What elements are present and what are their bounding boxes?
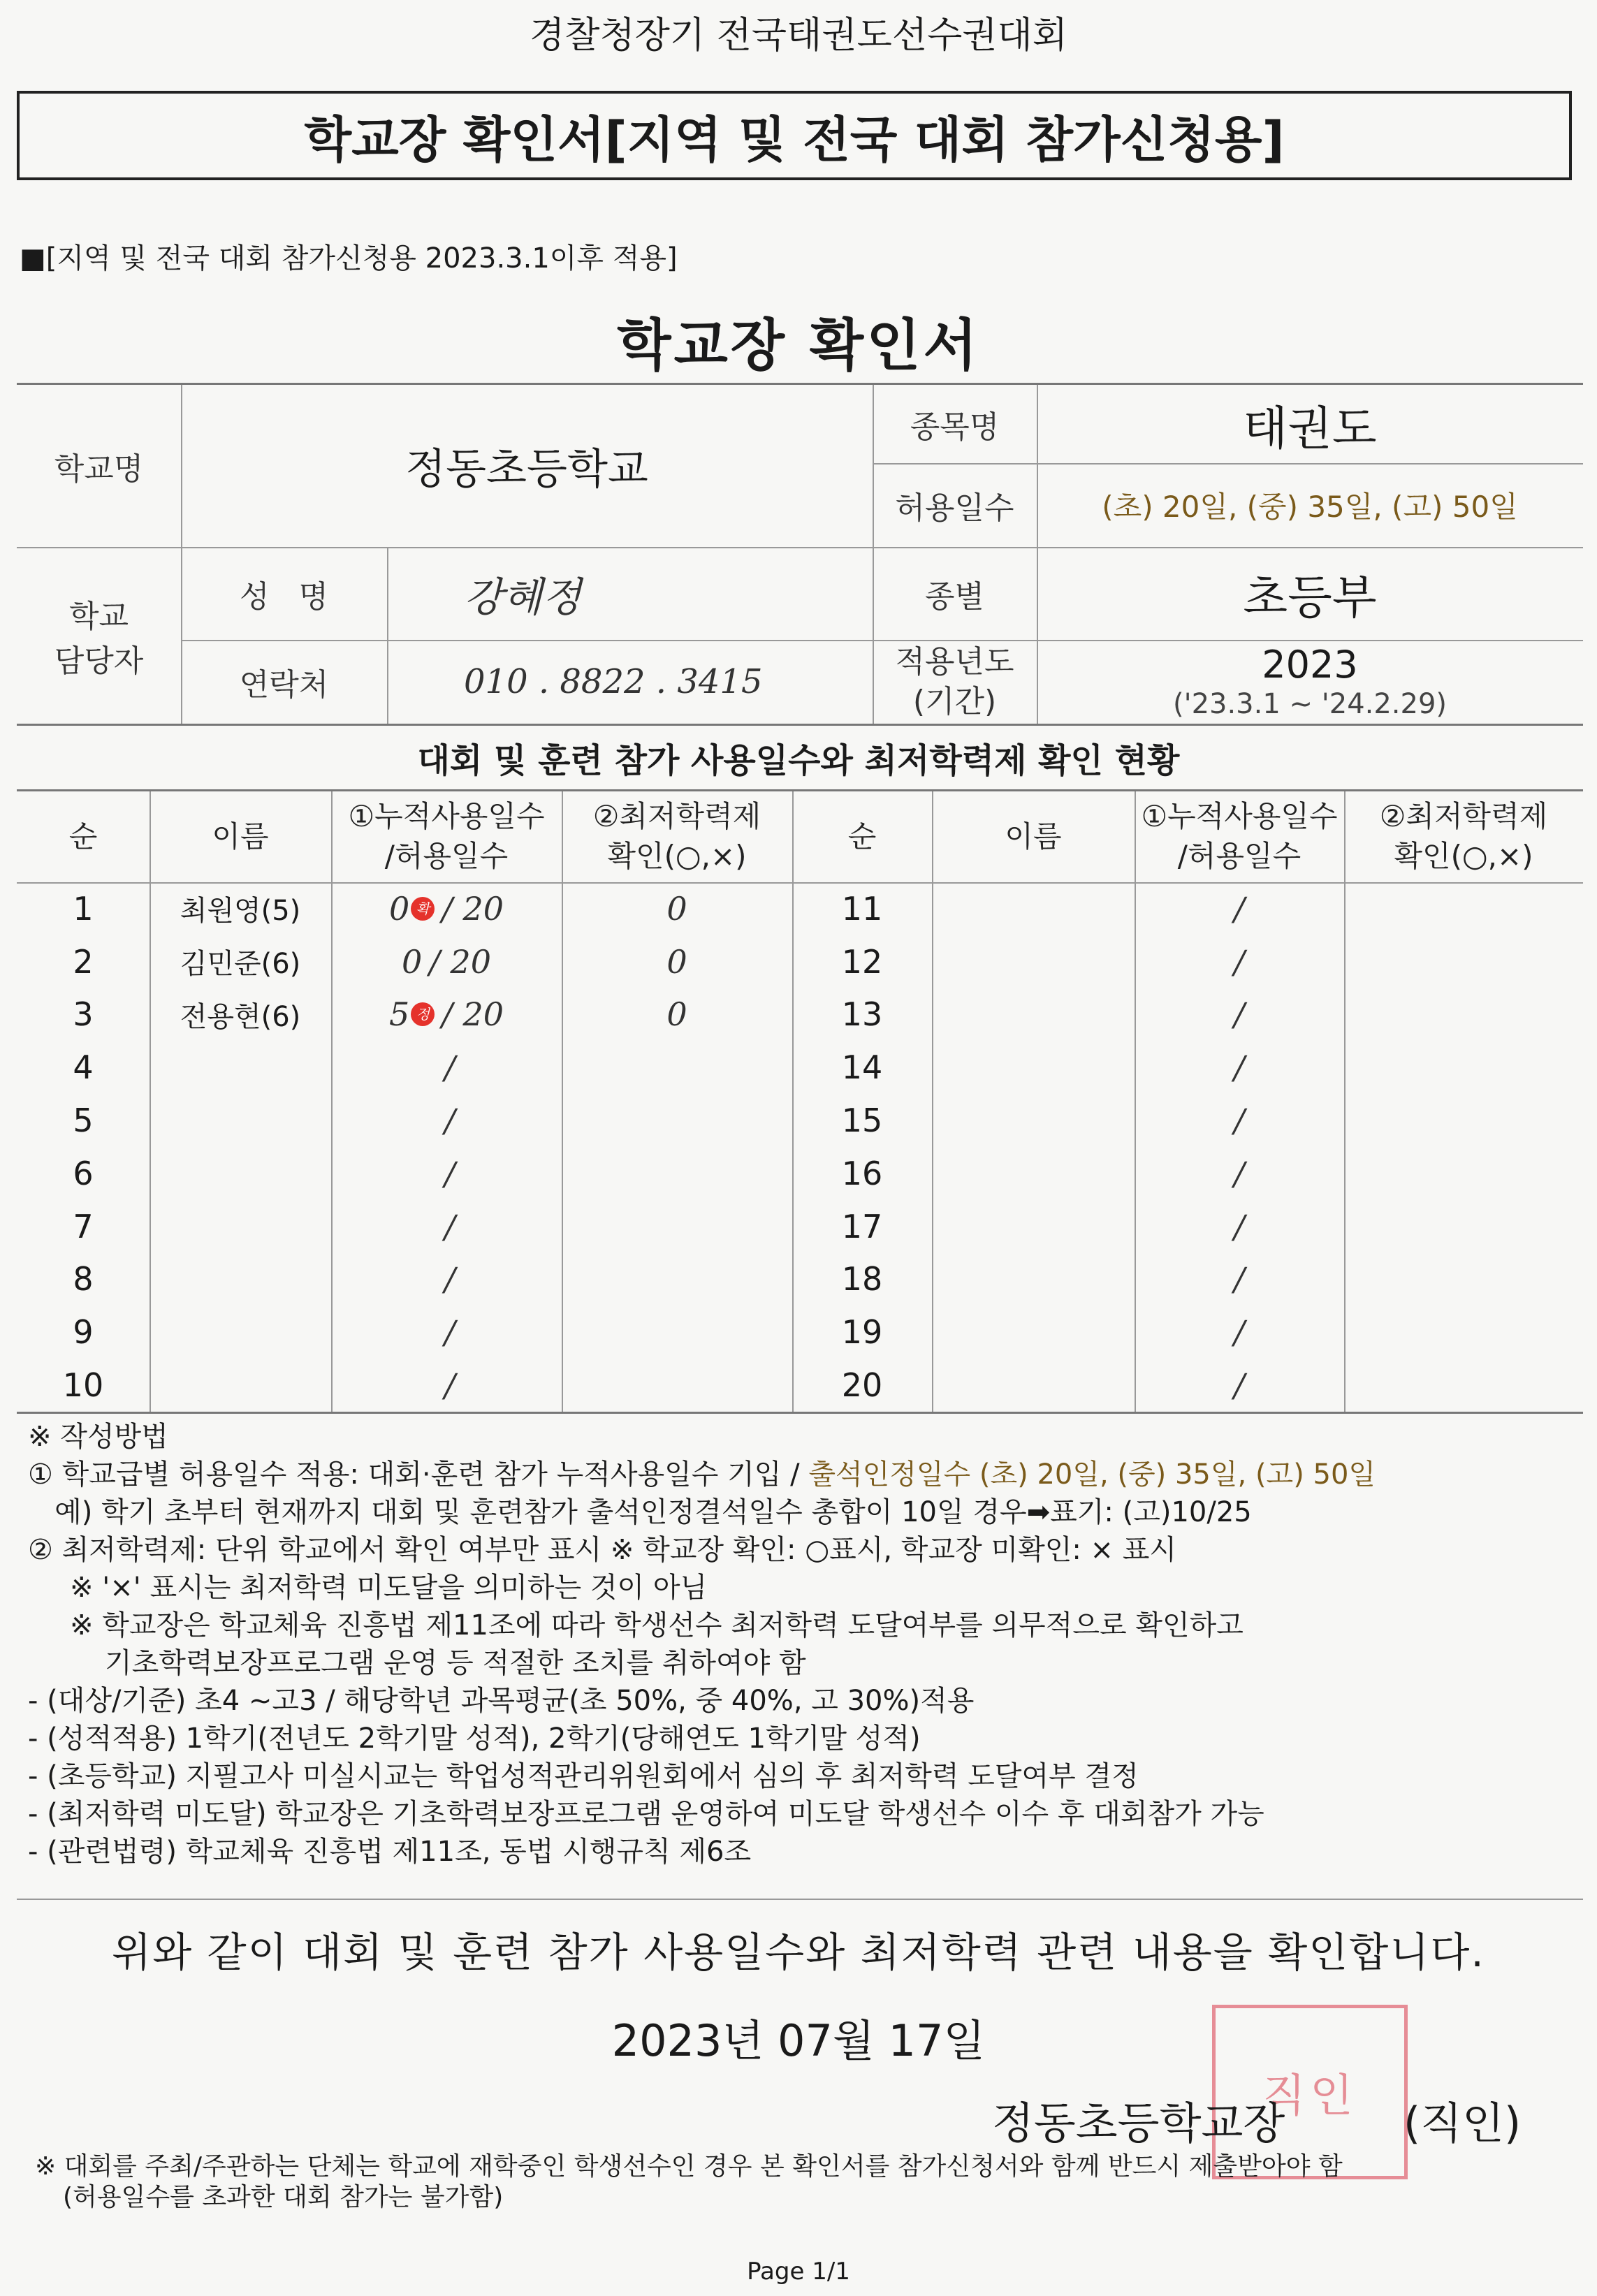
- info-table: [17, 383, 1583, 726]
- official-seal-stamp: 직인: [1212, 2005, 1408, 2179]
- row-days-allowed: /: [444, 1207, 455, 1245]
- row-name: [150, 1200, 331, 1253]
- row-grade-check: 0: [666, 889, 687, 928]
- header-days-left: [331, 791, 562, 882]
- contact-value: 010 . 8822 . 3415: [464, 662, 763, 701]
- row-grade-check: [1344, 1041, 1583, 1094]
- row-days: /: [1234, 995, 1245, 1034]
- staff-label-line2: 담당자: [54, 643, 144, 679]
- row-no: 12: [841, 942, 883, 981]
- header-days-left-line1: ①누적사용일수: [348, 799, 545, 834]
- document-title-box: 학교장 확인서[지역 및 전국 대회 참가신청용]: [17, 91, 1572, 180]
- allowed-days-label: 허용일수: [895, 490, 1014, 526]
- row-grade-check: [562, 1306, 792, 1359]
- row-days: /: [1234, 1102, 1245, 1140]
- sport-label: 종목명: [910, 409, 1000, 445]
- row-days: /: [1234, 1048, 1245, 1087]
- row-days: [331, 1200, 562, 1253]
- row-name: [932, 1359, 1135, 1412]
- note-1-example: 예) 학기 초부터 현재까지 대회 및 훈련참가 출석인정결석일수 총합이 10일 경우➡표기: (고)10/25: [28, 1496, 1252, 1528]
- header-grade-left: [562, 791, 792, 882]
- row-name: [932, 1147, 1135, 1200]
- division-value: 초등부: [1243, 571, 1377, 624]
- row-name: [932, 1253, 1135, 1306]
- row-days-used: 5: [389, 995, 410, 1034]
- row-grade-check: [562, 1041, 792, 1094]
- row-days-allowed: /: [444, 1102, 455, 1140]
- row-days: [331, 1253, 562, 1306]
- note-3: ※ '×' 표시는 최저학력 미도달을 의미하는 것이 아님: [70, 1572, 708, 1604]
- confirmation-statement: 위와 같이 대회 및 훈련 참가 사용일수와 최저학력 관련 내용을 확인합니다.: [112, 1929, 1485, 1976]
- signer-suffix: (직인): [1403, 2098, 1522, 2149]
- header-days-left-line2: /허용일수: [384, 839, 509, 873]
- header-name-right: 이름: [1005, 819, 1062, 854]
- row-days-allowed: / 20: [442, 995, 504, 1034]
- approval-stamp: 확: [411, 897, 435, 921]
- row-no: 5: [73, 1102, 94, 1140]
- row-days-allowed: /: [444, 1366, 455, 1405]
- note-2: ② 최저학력제: 단위 학교에서 확인 여부만 표시 ※ 학교장 확인: ○표시, 학교장 미확인: × 표시: [28, 1534, 1177, 1566]
- footnote: [35, 2151, 1579, 2213]
- row-name: [150, 1359, 331, 1412]
- division-label: 종별: [924, 578, 984, 615]
- year-label: [873, 640, 1037, 724]
- row-days: [331, 935, 562, 988]
- approval-stamp: 정: [411, 1002, 435, 1026]
- row-days: /: [1234, 1313, 1245, 1352]
- row-grade-check: [1344, 1359, 1583, 1412]
- section-title: 대회 및 훈련 참가 사용일수와 최저학력제 확인 현황: [417, 741, 1180, 780]
- signer: [992, 2089, 1521, 2151]
- note-1: [28, 1456, 1579, 1493]
- row-name: [150, 1041, 331, 1094]
- row-grade-check: [562, 1253, 792, 1306]
- header-grade-right-line1: ②최저학력제: [1379, 799, 1548, 834]
- row-grade-check: [1344, 1253, 1583, 1306]
- year-label-line1: 적용년도: [895, 643, 1014, 680]
- note-1-highlight: 출석인정일수 (초) 20일, (중) 35일, (고) 50일: [808, 1458, 1376, 1491]
- row-days: /: [1234, 942, 1245, 981]
- year-period: ('23.3.1 ~ '24.2.29): [1172, 688, 1447, 721]
- row-no: 10: [62, 1366, 104, 1405]
- row-days: /: [1234, 1260, 1245, 1299]
- row-no: 4: [73, 1048, 94, 1087]
- row-no: 2: [73, 942, 94, 981]
- row-name: [932, 1041, 1135, 1094]
- year-value-cell: [1037, 640, 1583, 724]
- row-days: [331, 1147, 562, 1200]
- row-days-used: 0: [402, 942, 423, 981]
- staff-label: [17, 547, 181, 724]
- staff-label-line1: 학교: [68, 598, 129, 634]
- row-grade-check: 0: [666, 995, 687, 1034]
- divider: [17, 1899, 1583, 1900]
- header-no-left: 순: [68, 819, 98, 854]
- row-days: [331, 988, 562, 1041]
- header-grade-left-line2: 확인(○,×): [607, 839, 747, 873]
- row-grade-check: [562, 1359, 792, 1412]
- row-name: [150, 1306, 331, 1359]
- note-4a: ※ 학교장은 학교체육 진흥법 제11조에 따라 학생선수 최저학력 도달여부를 의무적으로 확인하고: [70, 1609, 1244, 1641]
- row-no: 18: [841, 1260, 883, 1299]
- school-name-value: 정동초등학교: [405, 445, 648, 494]
- row-name: [932, 882, 1135, 935]
- row-no: 7: [73, 1207, 94, 1245]
- row-grade-check: [562, 1200, 792, 1253]
- row-no: 11: [841, 889, 883, 928]
- school-name-label: 학교명: [54, 451, 144, 487]
- row-no: 9: [73, 1313, 94, 1352]
- row-name: [150, 1147, 331, 1200]
- row-no: 6: [73, 1154, 94, 1192]
- row-days-allowed: / 20: [442, 889, 504, 928]
- row-grade-check: 0: [666, 942, 687, 981]
- usage-table: [17, 789, 1583, 1414]
- row-grade-check: [1344, 988, 1583, 1041]
- row-no: 17: [841, 1207, 883, 1245]
- issue-date: 2023년 07월 17일: [611, 2015, 986, 2066]
- detail-4: - (최저학력 미도달) 학교장은 기초학력보장프로그램 운영하여 미도달 학생선수 이수 후 대회참가 가능: [28, 1798, 1264, 1830]
- row-name: [932, 1094, 1135, 1147]
- row-days: [331, 1359, 562, 1412]
- row-no: 8: [73, 1260, 94, 1299]
- instructions: [28, 1418, 1579, 1871]
- row-grade-check: [562, 1147, 792, 1200]
- row-no: 13: [841, 995, 883, 1034]
- row-no: 1: [73, 889, 94, 928]
- row-days: [331, 1094, 562, 1147]
- page-number: Page 1/1: [747, 2258, 850, 2286]
- header-no-right: 순: [847, 819, 877, 854]
- row-name: 김민준(6): [180, 948, 301, 981]
- row-name: [932, 1200, 1135, 1253]
- row-no: 3: [73, 995, 94, 1034]
- row-name: 전용현(6): [180, 1000, 301, 1033]
- notes-heading: ※ 작성방법: [28, 1421, 168, 1453]
- staff-name-label: 성 명: [240, 578, 328, 615]
- contact-label: 연락처: [239, 667, 329, 703]
- row-name: [150, 1094, 331, 1147]
- row-no: 16: [841, 1154, 883, 1192]
- header-grade-right: [1344, 791, 1583, 882]
- note-4b: 기초학력보장프로그램 운영 등 적절한 조치를 취하여야 함: [105, 1647, 806, 1679]
- signer-name: 정동초등학교장: [992, 2098, 1285, 2149]
- row-no: 15: [841, 1102, 883, 1140]
- row-days-allowed: / 20: [429, 942, 491, 981]
- row-name: [932, 1306, 1135, 1359]
- row-no: 20: [841, 1366, 883, 1405]
- detail-5: - (관련법령) 학교체육 진흥법 제11조, 동법 시행규칙 제6조: [28, 1836, 752, 1868]
- row-name: [150, 1253, 331, 1306]
- header-days-right-line1: ①누적사용일수: [1141, 799, 1338, 834]
- note-1-text: ① 학교급별 허용일수 적용: 대회·훈련 참가 누적사용일수 기입 /: [28, 1458, 809, 1491]
- header-grade-left-line1: ②최저학력제: [592, 799, 761, 834]
- row-days-allowed: /: [444, 1154, 455, 1192]
- header-grade-right-line2: 확인(○,×): [1394, 839, 1533, 873]
- event-title: 경찰청장기 전국태권도선수권대회: [529, 15, 1067, 57]
- row-days: [331, 1041, 562, 1094]
- year-label-line2: (기간): [912, 684, 997, 719]
- row-days-used: 0: [389, 889, 410, 928]
- main-heading: 학교장 확인서: [617, 313, 980, 378]
- allowed-days-value: (초) 20일, (중) 35일, (고) 50일: [1102, 490, 1518, 524]
- row-days-allowed: /: [444, 1260, 455, 1299]
- row-days: [331, 882, 562, 935]
- staff-name-value: 강혜정: [464, 573, 582, 621]
- row-days: /: [1234, 889, 1245, 928]
- row-grade-check: [562, 1094, 792, 1147]
- header-days-right: [1135, 791, 1344, 882]
- row-days: /: [1234, 1207, 1245, 1245]
- detail-1: - (대상/기준) 초4 ~고3 / 해당학년 과목평균(초 50%, 중 40%, 고 30%)적용: [28, 1685, 975, 1717]
- row-grade-check: [1344, 1094, 1583, 1147]
- detail-2: - (성적적용) 1학기(전년도 2학기말 성적), 2학기(당해연도 1학기말 성적): [28, 1723, 921, 1755]
- row-grade-check: [1344, 1200, 1583, 1253]
- header-name-left: 이름: [212, 819, 269, 854]
- row-no: 19: [841, 1313, 883, 1352]
- row-days-allowed: /: [444, 1048, 455, 1087]
- year-value: 2023: [1262, 642, 1358, 687]
- row-days: /: [1234, 1366, 1245, 1405]
- sub-note: ■[지역 및 전국 대회 참가신청용 2023.3.1이후 적용]: [20, 242, 678, 275]
- sport-value: 태권도: [1243, 401, 1377, 455]
- row-days: [331, 1306, 562, 1359]
- row-name: [932, 935, 1135, 988]
- row-no: 14: [841, 1048, 883, 1087]
- detail-3: - (초등학교) 지필고사 미실시교는 학업성적관리위원회에서 심의 후 최저학력 도달여부 결정: [28, 1760, 1139, 1792]
- header-days-right-line2: /허용일수: [1177, 839, 1301, 873]
- row-grade-check: [1344, 1306, 1583, 1359]
- row-name: 최원영(5): [180, 895, 301, 928]
- footnote-line2: (허용일수를 초과한 대회 참가는 불가함): [63, 2183, 504, 2211]
- row-days: /: [1234, 1154, 1245, 1192]
- row-grade-check: [1344, 1147, 1583, 1200]
- row-days-allowed: /: [444, 1313, 455, 1352]
- row-grade-check: [1344, 935, 1583, 988]
- footnote-line1: ※ 대회를 주최/주관하는 단체는 학교에 재학중인 학생선수인 경우 본 확인서를 참가신청서와 함께 반드시 제출받아야 함: [35, 2152, 1343, 2181]
- row-grade-check: [1344, 882, 1583, 935]
- row-name: [932, 988, 1135, 1041]
